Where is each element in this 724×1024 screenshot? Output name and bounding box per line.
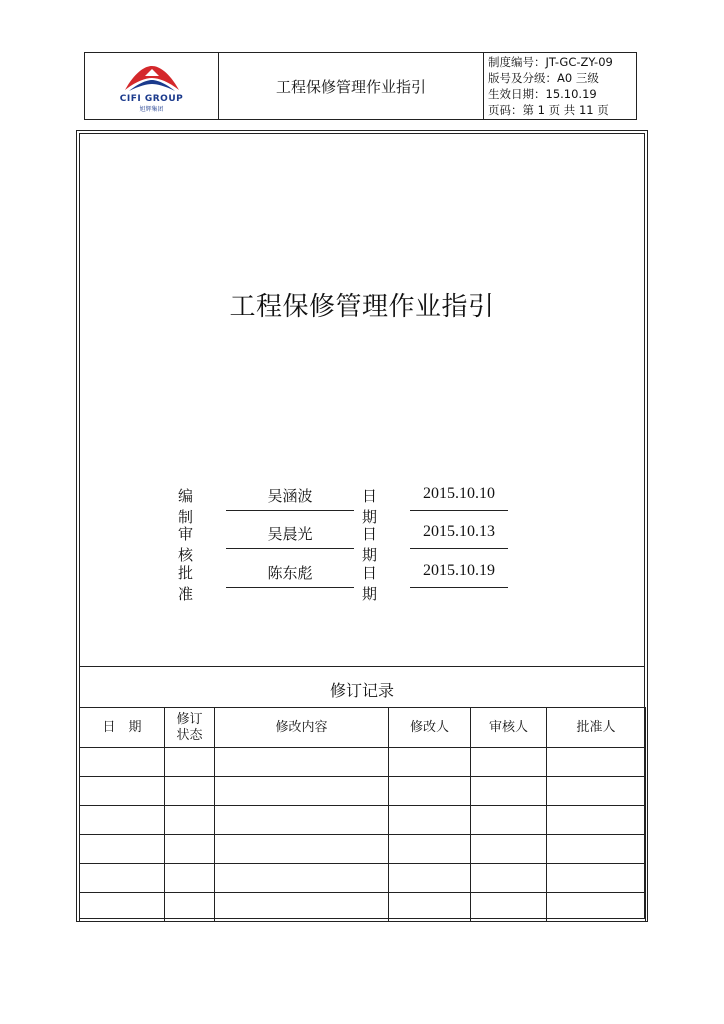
table-cell (165, 864, 215, 893)
signoff-role: 批准 (178, 564, 194, 603)
date-label: 日期 (362, 525, 378, 564)
table-cell (80, 777, 165, 806)
table-cell (389, 777, 471, 806)
document-header (84, 52, 637, 120)
table-cell (165, 748, 215, 777)
effective-date: 生效日期：15.10.19 (488, 87, 597, 101)
table-cell (471, 893, 547, 922)
table-cell (471, 835, 547, 864)
table-cell (215, 864, 389, 893)
date-line (410, 587, 508, 588)
table-cell (471, 777, 547, 806)
col-approver: 批准人 (547, 708, 646, 748)
table-cell (547, 748, 646, 777)
revision-table-body (80, 748, 646, 922)
table-cell (389, 864, 471, 893)
date-label: 日期 (362, 564, 378, 603)
revision-title: 修订记录 (329, 681, 394, 700)
col-content: 修改内容 (215, 708, 389, 748)
table-cell (547, 777, 646, 806)
doc-number: 制度编号：JT-GC-ZY-09 (488, 55, 613, 69)
table-cell (165, 806, 215, 835)
table-cell (215, 748, 389, 777)
table-cell (471, 864, 547, 893)
table-header-row (80, 708, 646, 748)
signoff-date: 2015.10.19 (423, 562, 495, 579)
date-line (410, 510, 508, 511)
table-cell (215, 777, 389, 806)
table-cell (389, 806, 471, 835)
document-meta (484, 53, 636, 119)
table-cell (215, 835, 389, 864)
signoff-name: 吴涵波 (267, 487, 313, 505)
signoff-date: 2015.10.13 (423, 523, 495, 540)
date-line (410, 548, 508, 549)
date-label: 日期 (362, 487, 378, 526)
signoff-name: 陈东彪 (267, 564, 313, 582)
logo-wordmark: CIFI GROUP (119, 94, 184, 104)
table-row (80, 806, 646, 835)
signoff-role: 审核 (178, 525, 194, 564)
table-cell (389, 893, 471, 922)
table-cell (547, 835, 646, 864)
table-cell (547, 806, 646, 835)
table-cell (80, 748, 165, 777)
table-cell (471, 748, 547, 777)
table-cell (547, 893, 646, 922)
signature-line (226, 548, 354, 549)
col-date: 日 期 (80, 708, 165, 748)
company-logo (85, 53, 219, 119)
signoff-name: 吴晨光 (267, 525, 313, 543)
col-status: 修订 状态 (165, 708, 215, 748)
table-cell (389, 835, 471, 864)
table-row (80, 777, 646, 806)
revision-table (79, 707, 646, 922)
table-cell (215, 806, 389, 835)
signature-line (226, 587, 354, 588)
cover-title: 工程保修管理作业指引 (229, 292, 495, 322)
col-reviewer: 审核人 (471, 708, 547, 748)
table-cell (165, 835, 215, 864)
table-cell (80, 893, 165, 922)
table-cell (389, 748, 471, 777)
signature-line (226, 510, 354, 511)
table-cell (165, 777, 215, 806)
col-modifier: 修改人 (389, 708, 471, 748)
signoff-date: 2015.10.10 (423, 485, 495, 502)
table-row (80, 893, 646, 922)
table-row (80, 748, 646, 777)
cifi-logo-icon (123, 64, 181, 94)
table-cell (215, 893, 389, 922)
table-cell (471, 806, 547, 835)
page-number: 页码：第 1 页 共 11 页 (488, 103, 609, 117)
table-row (80, 864, 646, 893)
table-cell (80, 864, 165, 893)
table-cell (165, 893, 215, 922)
table-cell (80, 806, 165, 835)
table-cell (547, 864, 646, 893)
section-divider (79, 666, 645, 667)
doc-version: 版号及分级：A0 三级 (488, 71, 599, 85)
header-title: 工程保修管理作业指引 (219, 53, 484, 119)
logo-subtext: 旭辉集团 (139, 106, 164, 113)
table-cell (80, 835, 165, 864)
signoff-role: 编制 (178, 487, 194, 526)
table-row (80, 835, 646, 864)
